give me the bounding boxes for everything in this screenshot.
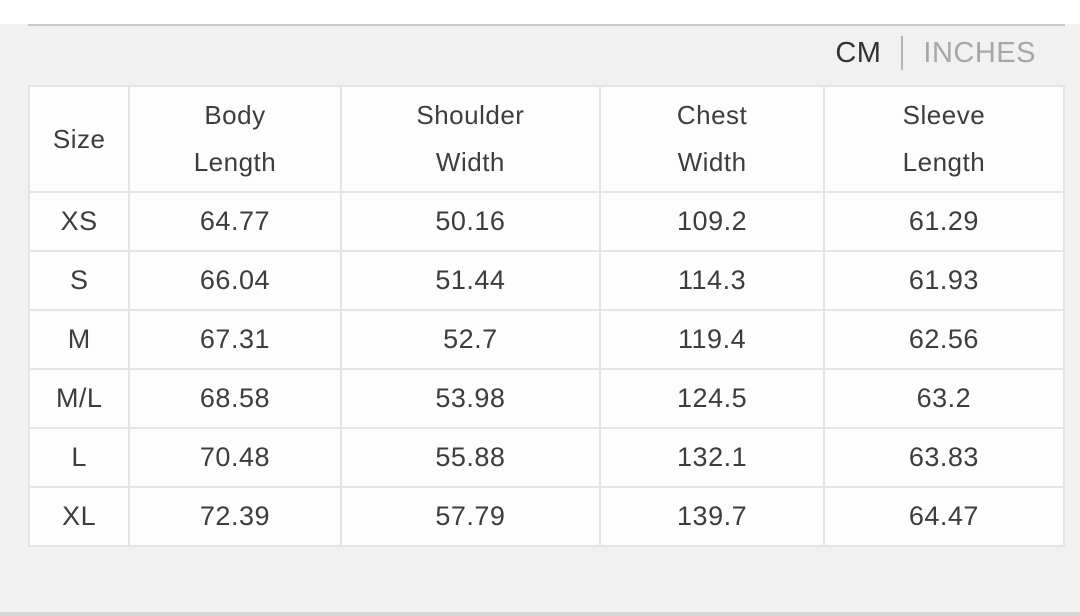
body-length-cell: 68.58 (129, 369, 340, 428)
chest-width-cell: 119.4 (600, 310, 824, 369)
body-length-cell: 66.04 (129, 251, 340, 310)
column-header-shoulder_width: Shoulder Width (341, 86, 601, 192)
sleeve-length-cell: 62.56 (824, 310, 1064, 369)
body-length-cell: 70.48 (129, 428, 340, 487)
size-cell: XL (29, 487, 129, 546)
unit-inches-button[interactable]: INCHES (923, 36, 1036, 69)
table-row (29, 369, 1064, 428)
top-white-strip (0, 0, 1080, 24)
column-header-chest_width: Chest Width (600, 86, 824, 192)
table-row (29, 251, 1064, 310)
size-chart-table (28, 85, 1065, 547)
shoulder-width-cell: 51.44 (341, 251, 601, 310)
shoulder-width-cell: 50.16 (341, 192, 601, 251)
shoulder-width-cell: 57.79 (341, 487, 601, 546)
size-chart-header (29, 86, 1064, 192)
column-header-sleeve_length: Sleeve Length (824, 86, 1064, 192)
table-row (29, 192, 1064, 251)
size-cell: M/L (29, 369, 129, 428)
sleeve-length-cell: 63.2 (824, 369, 1064, 428)
unit-cm-button[interactable]: CM (835, 36, 882, 69)
shoulder-width-cell: 53.98 (341, 369, 601, 428)
unit-toggle (835, 36, 1036, 70)
table-row (29, 310, 1064, 369)
column-header-body_length: Body Length (129, 86, 340, 192)
chest-width-cell: 114.3 (600, 251, 824, 310)
body-length-cell: 64.77 (129, 192, 340, 251)
bottom-edge-strip (0, 612, 1080, 616)
sleeve-length-cell: 61.29 (824, 192, 1064, 251)
size-cell: M (29, 310, 129, 369)
size-cell: XS (29, 192, 129, 251)
size-cell: L (29, 428, 129, 487)
body-length-cell: 72.39 (129, 487, 340, 546)
chest-width-cell: 124.5 (600, 369, 824, 428)
size-chart-body (29, 192, 1064, 546)
table-row (29, 428, 1064, 487)
body-length-cell: 67.31 (129, 310, 340, 369)
sleeve-length-cell: 61.93 (824, 251, 1064, 310)
header-row (29, 86, 1064, 192)
sleeve-length-cell: 63.83 (824, 428, 1064, 487)
top-divider-rule (28, 24, 1065, 26)
chest-width-cell: 139.7 (600, 487, 824, 546)
sleeve-length-cell: 64.47 (824, 487, 1064, 546)
table-row (29, 487, 1064, 546)
shoulder-width-cell: 52.7 (341, 310, 601, 369)
column-header-size: Size (29, 86, 129, 192)
unit-toggle-divider (901, 36, 903, 70)
chest-width-cell: 109.2 (600, 192, 824, 251)
size-cell: S (29, 251, 129, 310)
shoulder-width-cell: 55.88 (341, 428, 601, 487)
chest-width-cell: 132.1 (600, 428, 824, 487)
